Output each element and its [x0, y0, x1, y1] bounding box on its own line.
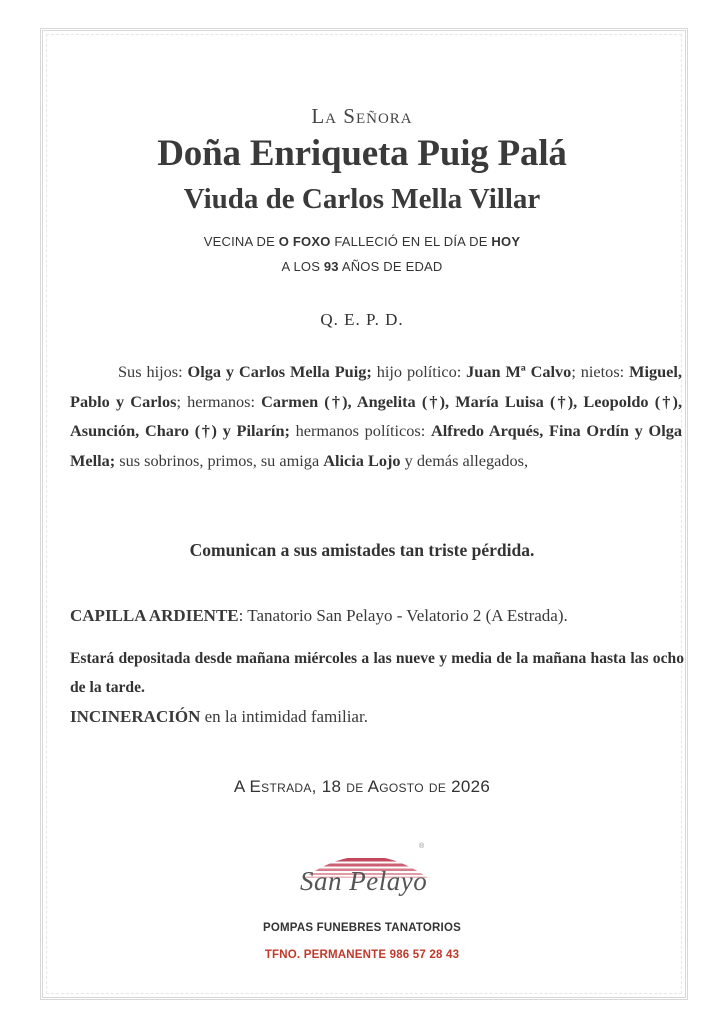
announcement-line: Comunican a sus amistades tan triste pérdida.	[189, 540, 535, 560]
residence-prefix: VECINA DE	[203, 234, 279, 249]
cremation-text: en la intimidad familiar.	[200, 707, 368, 726]
family-text-6: sus sobrinos, primos, su amiga	[115, 450, 324, 470]
chapel-label: CAPILLA ARDIENTE	[70, 606, 239, 625]
family-siblings: Carmen (†), Angelita (†), María Luisa (†), Leopoldo (†), Asunción, Charo (†) y Pilarín;	[70, 391, 683, 440]
deposit-paragraph: Estará depositada desde mañana miércoles a las nueve y media de la mañana hasta las ocho de la tarde.	[70, 650, 684, 696]
family-text-5: hermanos políticos:	[289, 421, 431, 440]
la-senora-heading: La Señora	[311, 104, 413, 128]
chapel-text: : Tanatorio San Pelayo - Velatorio 2 (A Estrada).	[238, 606, 568, 625]
family-son-in-law: Juan Mª Calvo	[466, 362, 572, 381]
family-text-3: ; nietos:	[571, 362, 630, 381]
family-friend: Alicia Lojo	[323, 450, 401, 470]
age-suffix: AÑOS DE EDAD	[338, 259, 443, 274]
deceased-name: Doña Enriqueta Puig Palá	[157, 133, 567, 174]
age-prefix: A LOS	[281, 259, 324, 274]
family-text-2: hijo político:	[371, 362, 467, 381]
family-paragraph	[70, 357, 682, 475]
family-text-1: Sus hijos:	[118, 362, 188, 381]
family-text-7: y demás allegados,	[400, 450, 529, 470]
residence-place: O FOXO	[278, 234, 331, 249]
family-children: Olga y Carlos Mella Puig;	[187, 362, 372, 381]
residence-line	[0, 234, 724, 249]
logo-text: San Pelayo	[300, 866, 428, 896]
family-text-4: ; hermanos:	[176, 391, 262, 411]
qepd-line: Q. E. P. D.	[320, 310, 404, 329]
residence-middle: FALLECIÓ EN EL DÍA DE	[330, 234, 492, 249]
age-line	[0, 259, 724, 274]
family-grandchildren: Miguel, Pablo y Carlos	[70, 362, 682, 411]
family-in-laws: Alfredo Arqués, Fina Ordín y Olga Mella;	[70, 421, 682, 470]
phone-line: TFNO. PERMANENTE 986 57 28 43	[264, 949, 460, 961]
residence-day: HOY	[491, 234, 521, 249]
registered-mark: ®	[419, 843, 425, 850]
chapel-line	[70, 606, 690, 626]
widow-of-line: Viuda de Carlos Mella Villar	[183, 183, 541, 215]
cremation-line	[70, 707, 690, 727]
company-name: POMPAS FUNEBRES TANATORIOS	[263, 922, 461, 934]
cremation-label: INCINERACIÓN	[70, 707, 201, 726]
date-line: A Estrada, 18 de Agosto de 2026	[233, 777, 491, 796]
age-value: 93	[323, 259, 339, 274]
